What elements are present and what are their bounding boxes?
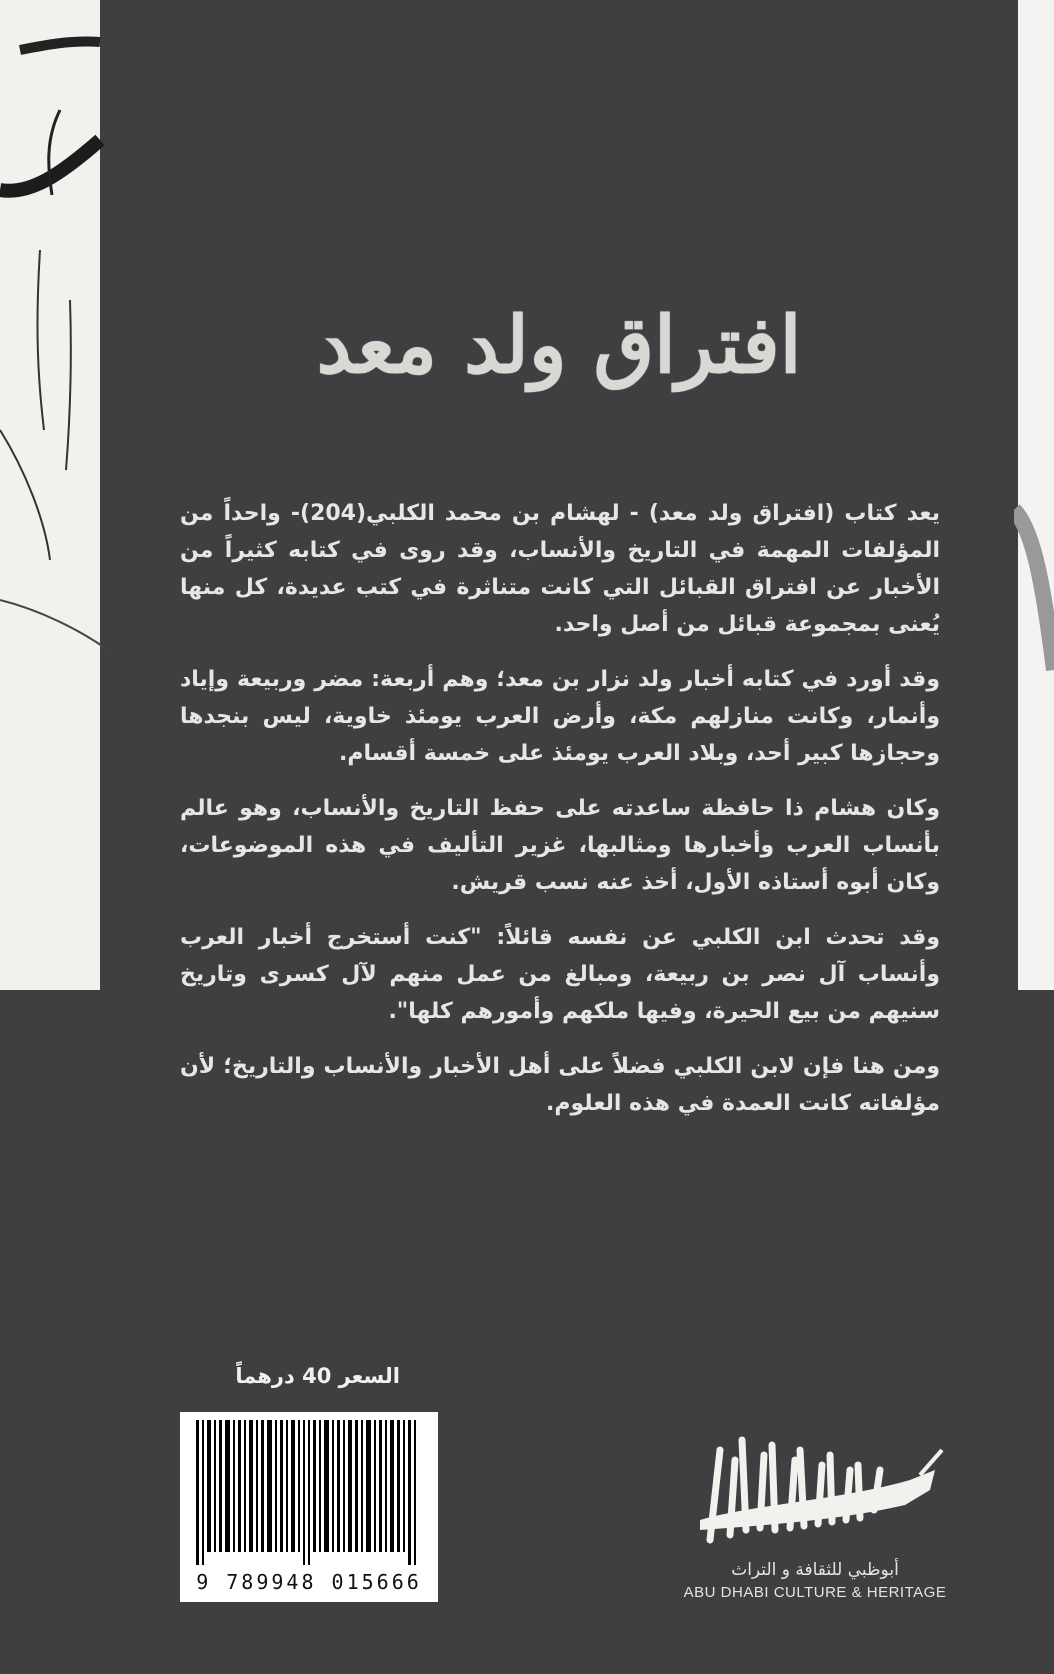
- publisher-logo-icon: [680, 1410, 950, 1550]
- blurb-paragraph: وقد تحدث ابن الكلبي عن نفسه قائلاً: "كنت أستخرج أخبار العرب وأنساب آل نصر بن ربيعة، ومبالغ من عمل منهم لآل كسرى وتاريخ سنيهم من بيع الحيرة، وفيها ملكهم وأمورهم كلها".: [180, 925, 940, 1024]
- blurb-paragraph: وقد أورد في كتابه أخبار ولد نزار بن معد؛ وهم أربعة: مضر وربيعة وإياد وأنمار، وكانت منازلهم مكة، وأرض العرب يومئذ خاوية، ليس بنجدها وحجازها كبير أحد، وبلاد العرب يومئذ على خمسة أقسام.: [180, 667, 940, 766]
- calligraphy-decoration-right: [1014, 470, 1054, 690]
- price-label: السعر 40 درهماً: [235, 1364, 400, 1388]
- calligraphy-decoration: [0, 0, 110, 700]
- publisher-name-arabic: أبوظبي للثقافة و التراث: [731, 1560, 899, 1580]
- blurb-paragraph: ومن هنا فإن لابن الكلبي فضلاً على أهل الأخبار والأنساب والتاريخ؛ لأن مؤلفاته كانت العمدة في هذه العلوم.: [180, 1054, 940, 1116]
- blurb-paragraph: وكان هشام ذا حافظة ساعدته على حفظ التاريخ والأنساب، وهو عالم بأنساب العرب وأخبارها ومثالبها، غزير التأليف في هذه الموضوعات، وكان أبوه أستاذه الأول، أخذ عنه نسب قريش.: [180, 796, 940, 895]
- publisher-name-english: ABU DHABI CULTURE & HERITAGE: [683, 1584, 947, 1601]
- blurb-paragraph: يعد كتاب (افتراق ولد معد) - لهشام بن محمد الكلبي(204)- واحداً من المؤلفات المهمة في التاريخ والأنساب، وقد روى في كتابه كثيراً من الأخبار عن افتراق القبائل التي كانت متناثرة في كتب عديدة، كل منها يُعنى بمجموعة قبائل من أصل واحد.: [180, 501, 940, 637]
- isbn-number: 9 789948 015666: [196, 1570, 422, 1594]
- back-cover-blurb: [180, 495, 940, 1140]
- barcode: [180, 1412, 438, 1602]
- barcode-bars: [188, 1420, 430, 1565]
- book-title: افتراق ولد معد: [316, 300, 802, 391]
